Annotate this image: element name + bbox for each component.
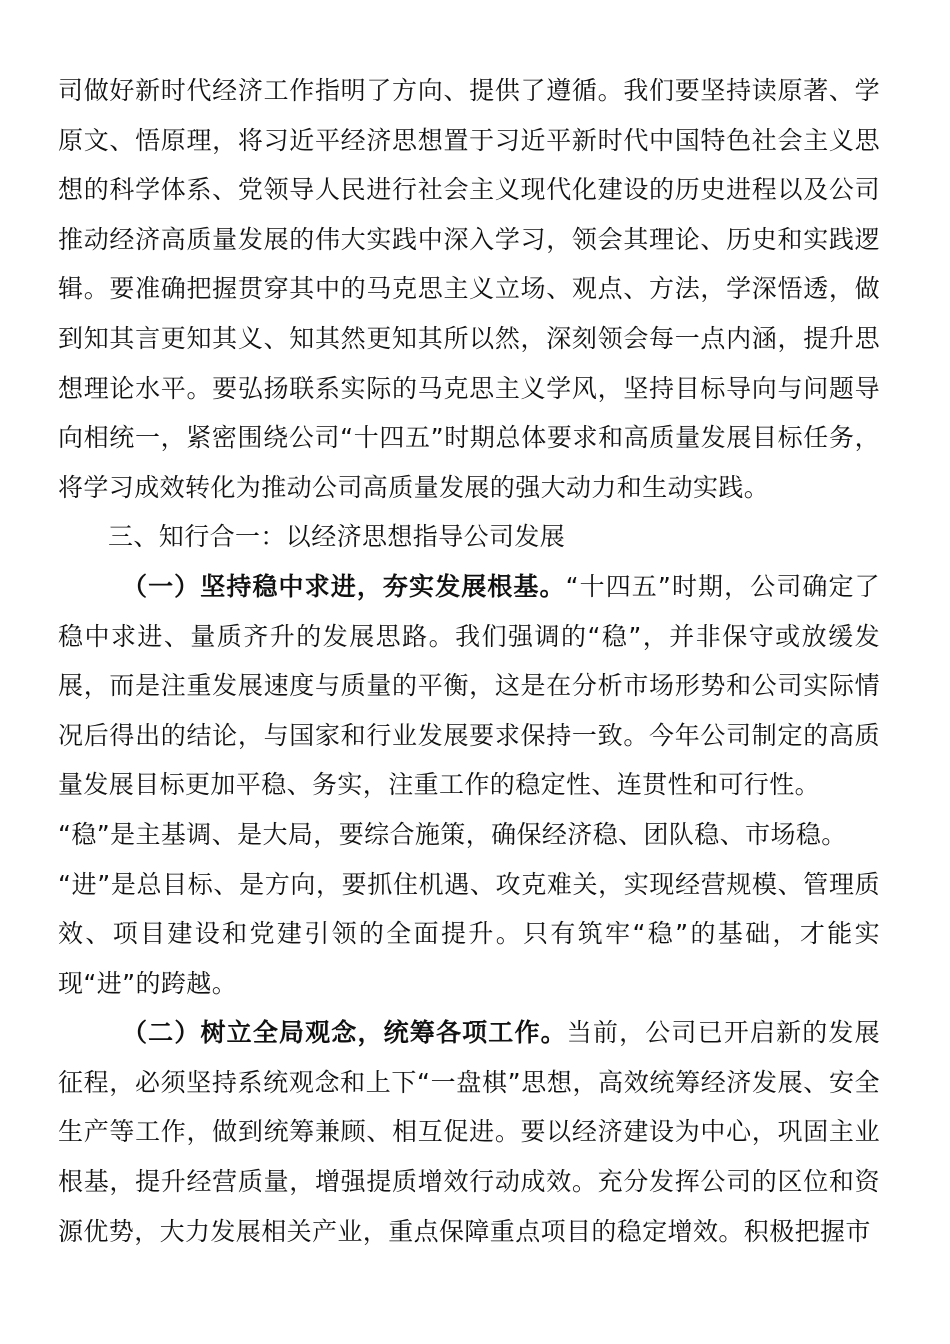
subsection-lead-2: （二）树立全局观念，统筹各项工作。 (122, 1018, 567, 1048)
paragraph-1-text: 司做好新时代经济工作指明了方向、提供了遵循。我们要坚持读原著、学原文、悟原理，将习近平经济思想置于习近平新时代中国特色社会主义思想的科学体系、党领导人民进行社会主义现代化建设的历史进程以及公司推动经济高质量发展的伟大实践中深入学习，领会其理论、历史和实践逻辑。要准确把握贯穿其中的马克思主义立场、观点、方法，学深悟透，做到知其言更知其义、知其然更知其所以然，深刻领会每一点内涵，提升思想理论水平。要弘扬联系实际的马克思主义学风，坚持目标导向与问题导向相统一，紧密围绕公司“十四五”时期总体要求和高质量发展目标任务，将学习成效转化为推动公司高质量发展的强大动力和生动实践。 (58, 76, 880, 502)
progress-text: “进”是总目标、是方向，要抓住机遇、攻克难关，实现经营规模、管理质效、项目建设和党建引领的全面提升。只有筑牢“稳”的基础，才能实现“进”的跨越。 (58, 869, 880, 998)
subsection-text-2: 当前，公司已开启新的发展征程，必须坚持系统观念和上下“一盘棋”思想，高效统筹经济发展、安全生产等工作，做到统筹兼顾、相互促进。要以经济建设为中心，巩固主业根基，提升经营质量，增强提质增效行动成效。充分发挥公司的区位和资源优势，大力发展相关产业，重点保障重点项目的稳定增效。积极把握市 (58, 1018, 880, 1246)
subsection-paragraph-1 (58, 562, 880, 810)
section-heading-text: 三、知行合一：以经济思想指导公司发展 (108, 522, 566, 552)
stability-text: “稳”是主基调、是大局，要综合施策，确保经济稳、团队稳、市场稳。 (58, 819, 847, 849)
subsection-text-1: “十四五”时期，公司确定了稳中求进、量质齐升的发展思路。我们强调的“稳”，并非保守或放缓发展，而是注重发展速度与质量的平衡，这是在分析市场形势和公司实际情况后得出的结论，与国家和行业发展要求保持一致。今年公司制定的高质量发展目标更加平稳、务实，注重工作的稳定性、连贯性和可行性。 (58, 571, 880, 800)
subsection-paragraph-2 (58, 1008, 880, 1256)
section-heading-3 (58, 512, 880, 562)
body-paragraph-progress (58, 860, 880, 1009)
body-paragraph-1 (58, 66, 880, 512)
body-paragraph-stability (58, 810, 880, 860)
subsection-lead-1: （一）坚持稳中求进，夯实发展根基。 (122, 571, 566, 601)
